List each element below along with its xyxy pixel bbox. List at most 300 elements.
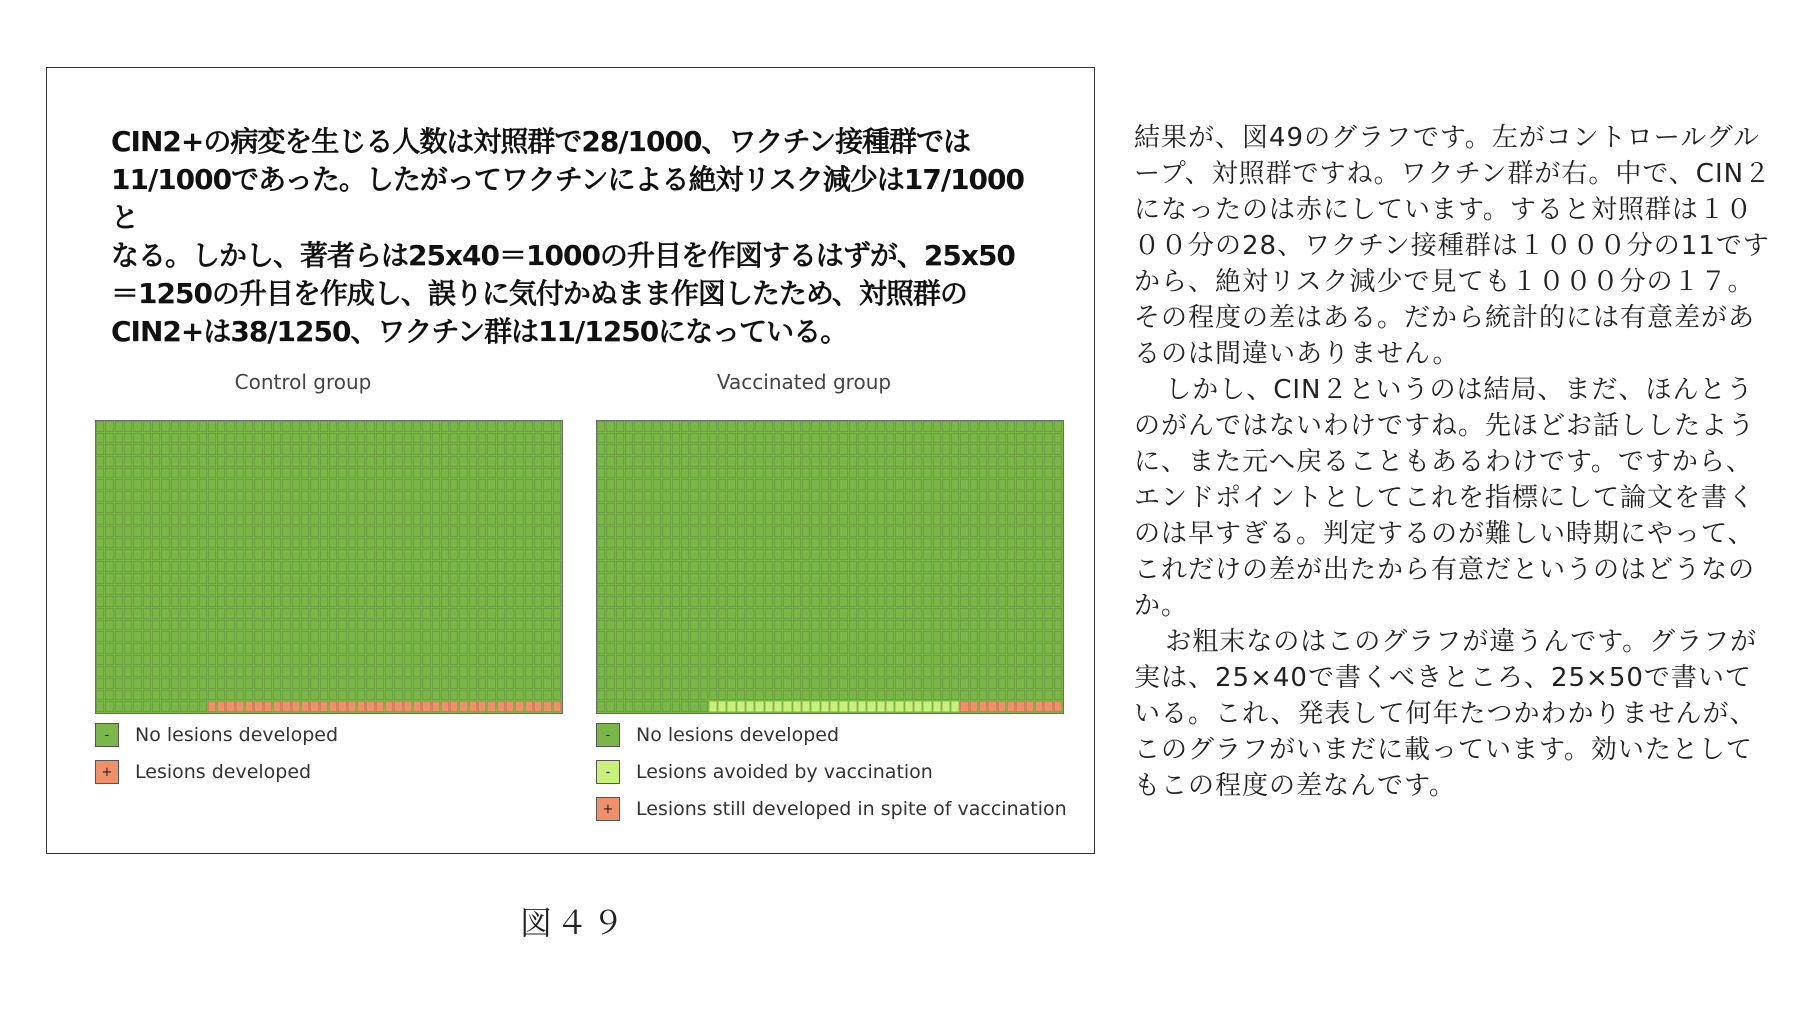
grid-cell	[450, 421, 458, 432]
grid-cell	[226, 690, 234, 701]
grid-cell	[105, 526, 113, 537]
grid-cell	[672, 479, 680, 490]
grid-cell	[497, 631, 505, 642]
grid-cell	[506, 514, 514, 525]
grid-cell	[718, 433, 726, 444]
grid-cell	[942, 503, 950, 514]
grid-cell	[644, 503, 652, 514]
grid-cell	[441, 631, 449, 642]
grid-cell	[413, 631, 421, 642]
grid-cell	[1035, 643, 1043, 654]
grid-cell	[320, 526, 328, 537]
grid-cell	[895, 643, 903, 654]
grid-cell	[727, 526, 735, 537]
grid-cell	[718, 573, 726, 584]
grid-cell	[867, 514, 875, 525]
grid-cell	[292, 514, 300, 525]
grid-cell	[245, 433, 253, 444]
grid-cell	[811, 526, 819, 537]
grid-cell	[662, 538, 670, 549]
grid-cell	[413, 666, 421, 677]
grid-cell	[171, 573, 179, 584]
grid-cell	[180, 690, 188, 701]
grid-cell	[718, 701, 726, 712]
grid-cell	[329, 690, 337, 701]
grid-cell	[310, 561, 318, 572]
grid-cell	[774, 433, 782, 444]
grid-cell	[690, 690, 698, 701]
grid-cell	[469, 421, 477, 432]
grid-cell	[115, 421, 123, 432]
grid-cell	[273, 433, 281, 444]
grid-cell	[681, 666, 689, 677]
grid-cell	[422, 701, 430, 712]
grid-cell	[357, 608, 365, 619]
grid-cell	[988, 678, 996, 689]
grid-cell	[830, 514, 838, 525]
grid-cell	[96, 643, 104, 654]
grid-cell	[634, 631, 642, 642]
grid-cell	[115, 468, 123, 479]
grid-cell	[217, 444, 225, 455]
grid-cell	[765, 514, 773, 525]
grid-cell	[830, 608, 838, 619]
grid-cell	[441, 549, 449, 560]
grid-cell	[765, 433, 773, 444]
grid-cell	[404, 479, 412, 490]
grid-cell	[338, 526, 346, 537]
grid-cell	[292, 491, 300, 502]
grid-cell	[357, 631, 365, 642]
grid-cell	[96, 690, 104, 701]
grid-cell	[737, 620, 745, 631]
grid-cell	[709, 690, 717, 701]
grid-cell	[653, 608, 661, 619]
control-legend-no-lesions	[95, 723, 338, 747]
grid-cell	[681, 538, 689, 549]
grid-cell	[746, 573, 754, 584]
grid-cell	[245, 596, 253, 607]
grid-cell	[1035, 514, 1043, 525]
grid-cell	[441, 444, 449, 455]
grid-cell	[133, 631, 141, 642]
grid-cell	[189, 573, 197, 584]
grid-cell	[217, 620, 225, 631]
grid-cell	[441, 620, 449, 631]
grid-cell	[849, 666, 857, 677]
grid-cell	[616, 514, 624, 525]
grid-cell	[208, 549, 216, 560]
grid-cell	[161, 643, 169, 654]
grid-cell	[960, 620, 968, 631]
grid-cell	[988, 655, 996, 666]
grid-cell	[625, 444, 633, 455]
grid-cell	[124, 678, 132, 689]
grid-cell	[979, 690, 987, 701]
grid-cell	[450, 608, 458, 619]
grid-cell	[543, 596, 551, 607]
grid-cell	[254, 573, 262, 584]
grid-cell	[310, 655, 318, 666]
grid-cell	[672, 608, 680, 619]
grid-cell	[171, 701, 179, 712]
grid-cell	[960, 456, 968, 467]
grid-cell	[525, 690, 533, 701]
grid-cell	[366, 585, 374, 596]
grid-cell	[441, 678, 449, 689]
grid-cell	[459, 631, 467, 642]
grid-cell	[553, 655, 561, 666]
grid-cell	[1044, 444, 1052, 455]
grid-cell	[282, 421, 290, 432]
grid-cell	[625, 503, 633, 514]
grid-cell	[1026, 421, 1034, 432]
grid-cell	[152, 655, 160, 666]
grid-cell	[839, 503, 847, 514]
grid-cell	[718, 585, 726, 596]
grid-cell	[385, 456, 393, 467]
grid-cell	[942, 620, 950, 631]
grid-cell	[960, 585, 968, 596]
grid-cell	[877, 549, 885, 560]
grid-cell	[478, 549, 486, 560]
grid-cell	[765, 526, 773, 537]
grid-cell	[793, 701, 801, 712]
grid-cell	[1054, 608, 1062, 619]
grid-cell	[802, 631, 810, 642]
grid-cell	[133, 690, 141, 701]
grid-cell	[1026, 585, 1034, 596]
grid-cell	[301, 479, 309, 490]
grid-cell	[478, 596, 486, 607]
grid-cell	[432, 421, 440, 432]
grid-cell	[264, 549, 272, 560]
grid-cell	[737, 573, 745, 584]
grid-cell	[217, 573, 225, 584]
grid-cell	[905, 631, 913, 642]
grid-cell	[366, 538, 374, 549]
grid-cell	[124, 585, 132, 596]
grid-cell	[830, 444, 838, 455]
grid-cell	[553, 561, 561, 572]
grid-cell	[310, 421, 318, 432]
grid-cell	[737, 549, 745, 560]
grid-cell	[653, 631, 661, 642]
grid-cell	[124, 479, 132, 490]
grid-cell	[681, 479, 689, 490]
grid-cell	[811, 678, 819, 689]
grid-cell	[422, 491, 430, 502]
grid-cell	[143, 596, 151, 607]
grid-cell	[264, 643, 272, 654]
grid-cell	[681, 690, 689, 701]
grid-cell	[180, 561, 188, 572]
grid-cell	[867, 585, 875, 596]
grid-cell	[459, 643, 467, 654]
grid-cell	[746, 526, 754, 537]
grid-cell	[404, 561, 412, 572]
grid-cell	[662, 608, 670, 619]
grid-cell	[718, 421, 726, 432]
grid-cell	[727, 514, 735, 525]
grid-cell	[877, 701, 885, 712]
grid-cell	[515, 690, 523, 701]
grid-cell	[755, 643, 763, 654]
grid-cell	[115, 549, 123, 560]
grid-cell	[634, 538, 642, 549]
grid-cell	[700, 503, 708, 514]
grid-cell	[478, 608, 486, 619]
grid-cell	[849, 514, 857, 525]
grid-cell	[432, 655, 440, 666]
grid-cell	[152, 573, 160, 584]
grid-cell	[105, 701, 113, 712]
grid-cell	[942, 655, 950, 666]
grid-cell	[478, 573, 486, 584]
grid-cell	[376, 585, 384, 596]
grid-cell	[700, 479, 708, 490]
grid-cell	[634, 468, 642, 479]
grid-cell	[310, 666, 318, 677]
grid-cell	[226, 538, 234, 549]
grid-cell	[849, 690, 857, 701]
grid-cell	[199, 514, 207, 525]
grid-cell	[450, 690, 458, 701]
grid-cell	[180, 421, 188, 432]
grid-cell	[1007, 643, 1015, 654]
grid-cell	[534, 643, 542, 654]
grid-cell	[914, 655, 922, 666]
grid-cell	[329, 549, 337, 560]
grid-cell	[914, 701, 922, 712]
grid-cell	[1054, 433, 1062, 444]
grid-cell	[783, 503, 791, 514]
grid-cell	[933, 596, 941, 607]
grid-cell	[366, 655, 374, 666]
grid-cell	[171, 479, 179, 490]
grid-cell	[469, 479, 477, 490]
grid-cell	[478, 421, 486, 432]
grid-cell	[543, 631, 551, 642]
grid-cell	[348, 678, 356, 689]
grid-cell	[765, 538, 773, 549]
grid-cell	[208, 631, 216, 642]
grid-cell	[1035, 608, 1043, 619]
grid-cell	[376, 421, 384, 432]
grid-cell	[895, 596, 903, 607]
grid-cell	[727, 421, 735, 432]
grid-cell	[199, 666, 207, 677]
grid-cell	[459, 666, 467, 677]
grid-cell	[394, 444, 402, 455]
grid-cell	[497, 433, 505, 444]
grid-cell	[923, 456, 931, 467]
grid-cell	[942, 468, 950, 479]
grid-cell	[1035, 666, 1043, 677]
grid-cell	[914, 526, 922, 537]
grid-cell	[543, 433, 551, 444]
grid-cell	[793, 526, 801, 537]
grid-cell	[133, 666, 141, 677]
grid-cell	[905, 549, 913, 560]
grid-cell	[487, 620, 495, 631]
grid-cell	[998, 643, 1006, 654]
grid-cell	[497, 514, 505, 525]
grid-cell	[320, 608, 328, 619]
grid-cell	[236, 491, 244, 502]
grid-cell	[700, 643, 708, 654]
grid-cell	[115, 479, 123, 490]
grid-cell	[821, 561, 829, 572]
grid-cell	[942, 701, 950, 712]
vaccinated-legend-avoided	[596, 760, 933, 784]
grid-cell	[914, 666, 922, 677]
grid-cell	[933, 549, 941, 560]
grid-cell	[960, 491, 968, 502]
grid-cell	[690, 666, 698, 677]
grid-cell	[171, 666, 179, 677]
grid-cell	[1054, 526, 1062, 537]
grid-cell	[597, 444, 605, 455]
grid-cell	[534, 608, 542, 619]
grid-cell	[264, 433, 272, 444]
grid-cell	[282, 596, 290, 607]
grid-cell	[292, 678, 300, 689]
grid-cell	[709, 491, 717, 502]
grid-cell	[960, 549, 968, 560]
grid-cell	[774, 631, 782, 642]
grid-cell	[811, 479, 819, 490]
grid-cell	[970, 503, 978, 514]
grid-cell	[124, 421, 132, 432]
grid-cell	[534, 573, 542, 584]
grid-cell	[292, 456, 300, 467]
grid-cell	[923, 655, 931, 666]
grid-cell	[217, 655, 225, 666]
grid-cell	[914, 444, 922, 455]
grid-cell	[487, 631, 495, 642]
grid-cell	[329, 573, 337, 584]
grid-cell	[914, 549, 922, 560]
grid-cell	[1044, 643, 1052, 654]
control-legend-lesions	[95, 760, 311, 784]
grid-cell	[96, 479, 104, 490]
grid-cell	[282, 631, 290, 642]
grid-cell	[867, 421, 875, 432]
grid-cell	[783, 479, 791, 490]
grid-cell	[254, 561, 262, 572]
grid-cell	[895, 549, 903, 560]
grid-cell	[208, 421, 216, 432]
grid-cell	[245, 666, 253, 677]
grid-cell	[236, 549, 244, 560]
grid-cell	[404, 433, 412, 444]
grid-cell	[301, 444, 309, 455]
grid-cell	[199, 549, 207, 560]
grid-cell	[320, 620, 328, 631]
grid-cell	[459, 701, 467, 712]
grid-cell	[867, 690, 875, 701]
grid-cell	[849, 491, 857, 502]
grid-cell	[1016, 456, 1024, 467]
grid-cell	[700, 585, 708, 596]
grid-cell	[755, 538, 763, 549]
grid-cell	[208, 666, 216, 677]
grid-cell	[133, 620, 141, 631]
grid-cell	[96, 514, 104, 525]
grid-cell	[839, 596, 847, 607]
grid-cell	[189, 608, 197, 619]
grid-cell	[690, 561, 698, 572]
grid-cell	[208, 479, 216, 490]
grid-cell	[839, 573, 847, 584]
grid-cell	[634, 655, 642, 666]
grid-cell	[979, 701, 987, 712]
grid-cell	[1044, 503, 1052, 514]
grid-cell	[821, 503, 829, 514]
grid-cell	[487, 678, 495, 689]
grid-cell	[867, 456, 875, 467]
grid-cell	[942, 585, 950, 596]
grid-cell	[441, 596, 449, 607]
grid-cell	[254, 468, 262, 479]
grid-cell	[839, 421, 847, 432]
grid-cell	[534, 538, 542, 549]
grid-cell	[737, 678, 745, 689]
grid-cell	[226, 503, 234, 514]
grid-cell	[746, 561, 754, 572]
grid-cell	[469, 596, 477, 607]
grid-cell	[802, 479, 810, 490]
grid-cell	[923, 608, 931, 619]
grid-cell	[152, 526, 160, 537]
grid-cell	[802, 690, 810, 701]
grid-cell	[970, 701, 978, 712]
grid-cell	[737, 643, 745, 654]
grid-cell	[988, 468, 996, 479]
grid-cell	[413, 690, 421, 701]
grid-cell	[553, 491, 561, 502]
grid-cell	[765, 549, 773, 560]
grid-cell	[970, 585, 978, 596]
grid-cell	[746, 433, 754, 444]
grid-cell	[422, 444, 430, 455]
grid-cell	[450, 514, 458, 525]
grid-cell	[236, 655, 244, 666]
grid-cell	[553, 514, 561, 525]
grid-cell	[597, 549, 605, 560]
grid-cell	[478, 561, 486, 572]
grid-cell	[553, 526, 561, 537]
grid-cell	[385, 433, 393, 444]
grid-cell	[366, 503, 374, 514]
grid-cell	[933, 468, 941, 479]
grid-cell	[672, 561, 680, 572]
grid-cell	[543, 655, 551, 666]
grid-cell	[662, 514, 670, 525]
grid-cell	[469, 666, 477, 677]
grid-cell	[152, 433, 160, 444]
grid-cell	[933, 690, 941, 701]
grid-cell	[690, 421, 698, 432]
grid-cell	[1016, 549, 1024, 560]
grid-cell	[802, 573, 810, 584]
grid-cell	[189, 620, 197, 631]
grid-cell	[970, 631, 978, 642]
grid-cell	[830, 561, 838, 572]
grid-cell	[404, 456, 412, 467]
grid-cell	[718, 631, 726, 642]
